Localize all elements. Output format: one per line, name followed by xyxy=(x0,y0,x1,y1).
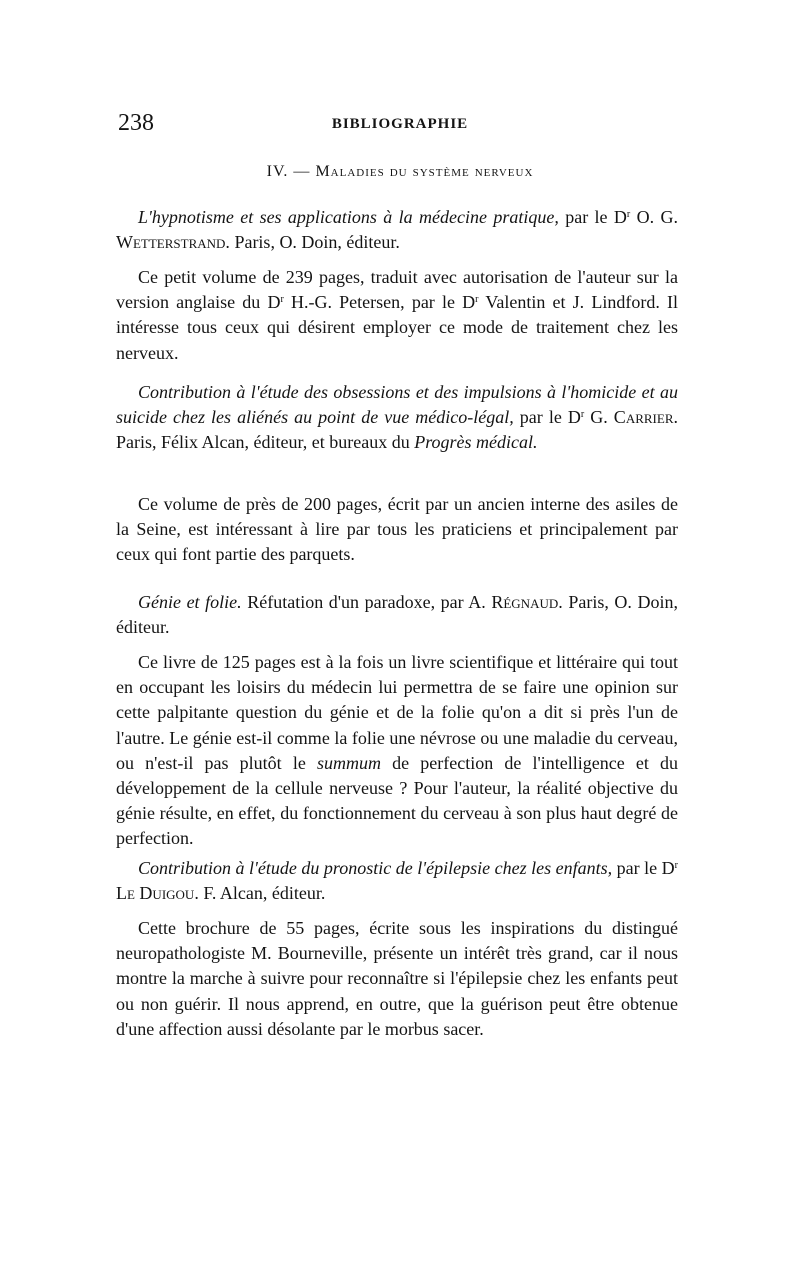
book-title: Contribution à l'étude du pronostic de l'épilepsie chez les enfants, xyxy=(138,858,613,878)
publisher: F. Alcan, éditeur. xyxy=(198,883,326,904)
author-prefix: par le D xyxy=(513,407,581,428)
publisher: Paris, Félix Alcan, éditeur, et bureaux du xyxy=(116,432,415,453)
page-number: 238 xyxy=(118,110,154,136)
book-title: Contribution à l'étude des obsessions et des impulsions à l'homicide et au suicide chez les aliénés au point de vue médico-légal, xyxy=(116,382,678,428)
author-sup: r xyxy=(674,860,678,871)
author-name: Le Duigou. xyxy=(116,883,199,904)
book-title: Génie et folie. xyxy=(138,592,242,612)
publisher: Paris, O. Doin, éditeur. xyxy=(116,592,679,638)
review-4: Cette brochure de 55 pages, écrite sous les inspirations du distingué neuropathologiste M. Bourneville, présente un intérêt très grand, car il nous montre la marche à suivre pour reconnaître si l'épilepsie chez les enfants peut ou non guérir. Il nous apprend, en outre, que la guérison peut être obtenue d'une affection aussi désolante par le morbus sacer. xyxy=(116,918,678,1039)
bib-entry-3 xyxy=(116,590,678,640)
author-name: G. Carrier. xyxy=(584,407,678,428)
author-name: O. G. Wetterstrand. xyxy=(116,207,678,253)
author-sup: r xyxy=(580,409,585,421)
section-prefix: IV. — xyxy=(266,163,316,180)
review-1: Ce petit volume de 239 pages, traduit avec autorisation de l'auteur sur la version anglaise du $D^r$ H.-G. Petersen, par le $D^r$ Valentin et J. Lindford. Il intéresse tous ceux qui désirent employer ce mode de traitement chez les nerveux. xyxy=(116,267,678,363)
author-prefix: par le D xyxy=(558,207,627,227)
author-name: A. Régnaud. xyxy=(463,592,563,612)
publisher-italic: Progrès médical. xyxy=(414,432,538,453)
author-prefix: par le D xyxy=(612,858,675,878)
review-2: Ce volume de près de 200 pages, écrit par un ancien interne des asiles de la Seine, est intéressant à lire par tous les praticiens et principalement par ceux qui font partie des parquets. xyxy=(116,494,678,565)
author-prefix: Réfutation d'un paradoxe, par xyxy=(241,592,464,612)
running-head: BIBLIOGRAPHIE xyxy=(331,116,469,132)
review-3: Ce livre de 125 pages est à la fois un livre scientifique et littéraire qui tout en occupant les loisirs du médecin lui permettra de se faire une opinion sur cette palpitante question du génie et de la folie qu'on a dit si près l'un de l'autre. Le génie est-il comme la folie une névrose ou une maladie du cerveau, ou n'est-il pas plutôt le summum de perfection de l'intelligence et du développement de la cellule nerveuse ? Pour l'auteur, la réalité objective du génie résulte, en effet, du fonctionnement du cerveau à son plus haut degré de perfection. xyxy=(116,652,678,849)
publisher: Paris, O. Doin, éditeur. xyxy=(229,232,400,253)
book-title: L'hypnotisme et ses applications à la médecine pratique, xyxy=(138,207,559,227)
section-title xyxy=(0,163,800,181)
bib-entry-1 xyxy=(116,205,678,255)
author-sup: r xyxy=(626,209,631,220)
bib-entry-2 xyxy=(116,380,678,456)
section-name: Maladies du système nerveux xyxy=(315,163,534,180)
bib-entry-4 xyxy=(116,856,678,906)
